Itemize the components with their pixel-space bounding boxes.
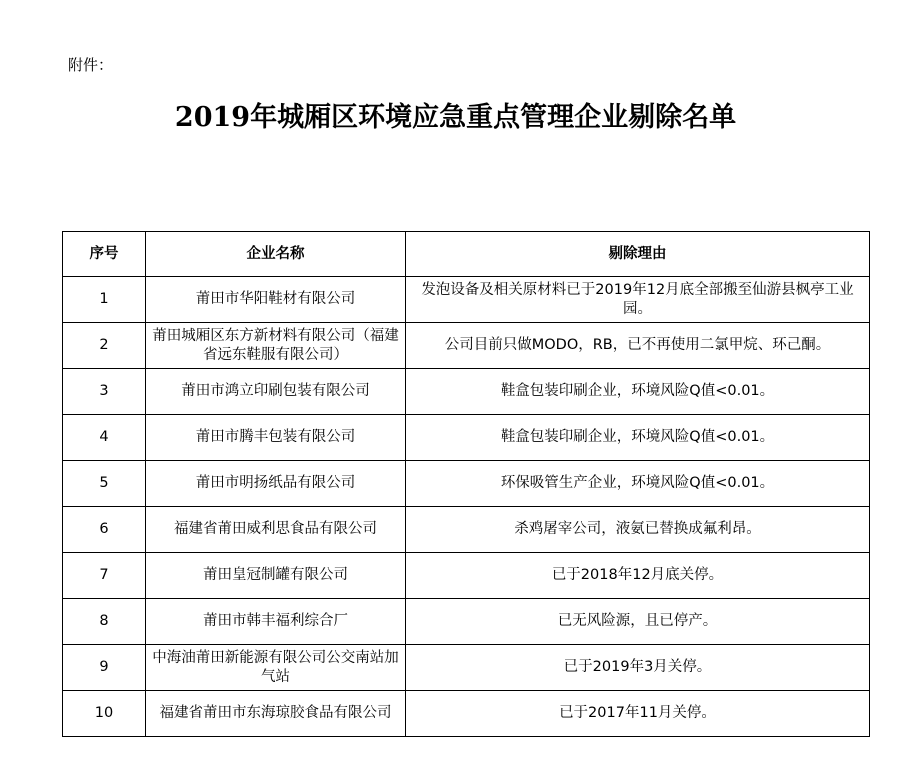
company-name: 中海油莆田新能源有限公司公交南站加气站: [146, 645, 406, 691]
header-removal-reason: 剔除理由: [406, 232, 870, 277]
company-name: 莆田市腾丰包装有限公司: [146, 415, 406, 461]
table-header-row: [63, 232, 870, 277]
row-number: 2: [63, 323, 146, 369]
row-number: 10: [63, 691, 146, 737]
removal-reason: 鞋盒包装印刷企业，环境风险Q值<0.01。: [406, 369, 870, 415]
row-number: 3: [63, 369, 146, 415]
removal-reason: 已于2017年11月关停。: [406, 691, 870, 737]
company-name: 福建省莆田威利思食品有限公司: [146, 507, 406, 553]
attachment-label: 附件：: [68, 56, 114, 74]
header-company-name: 企业名称: [146, 232, 406, 277]
row-number: 8: [63, 599, 146, 645]
row-number: 1: [63, 277, 146, 323]
table-row: [63, 691, 870, 737]
row-number: 5: [63, 461, 146, 507]
removal-reason: 已于2018年12月底关停。: [406, 553, 870, 599]
removal-reason: 已无风险源，且已停产。: [406, 599, 870, 645]
company-name: 莆田皇冠制罐有限公司: [146, 553, 406, 599]
table-row: [63, 277, 870, 323]
company-name: 莆田市鸿立印刷包装有限公司: [146, 369, 406, 415]
removal-reason: 环保吸管生产企业，环境风险Q值<0.01。: [406, 461, 870, 507]
table-row: [63, 507, 870, 553]
document-title: 2019年城厢区环境应急重点管理企业剔除名单: [174, 102, 737, 133]
table-row: [63, 369, 870, 415]
table-row: [63, 415, 870, 461]
table-row: [63, 599, 870, 645]
company-name: 莆田市韩丰福利综合厂: [146, 599, 406, 645]
removal-reason: 发泡设备及相关原材料已于2019年12月底全部搬至仙游县枫亭工业园。: [406, 277, 870, 323]
table-row: [63, 323, 870, 369]
table-row: [63, 461, 870, 507]
company-name: 福建省莆田市东海琼胶食品有限公司: [146, 691, 406, 737]
row-number: 7: [63, 553, 146, 599]
company-name: 莆田城厢区东方新材料有限公司（福建省远东鞋服有限公司）: [146, 323, 406, 369]
row-number: 4: [63, 415, 146, 461]
row-number: 9: [63, 645, 146, 691]
company-name: 莆田市明扬纸品有限公司: [146, 461, 406, 507]
table-row: [63, 645, 870, 691]
removal-list-table: [62, 231, 870, 737]
table-body: [63, 277, 870, 737]
removal-reason: 鞋盒包装印刷企业，环境风险Q值<0.01。: [406, 415, 870, 461]
removal-reason: 公司目前只做MODO，RB，已不再使用二氯甲烷、环己酮。: [406, 323, 870, 369]
header-serial-number: 序号: [63, 232, 146, 277]
table-row: [63, 553, 870, 599]
row-number: 6: [63, 507, 146, 553]
company-name: 莆田市华阳鞋材有限公司: [146, 277, 406, 323]
removal-reason: 杀鸡屠宰公司，液氨已替换成氟利昂。: [406, 507, 870, 553]
removal-reason: 已于2019年3月关停。: [406, 645, 870, 691]
